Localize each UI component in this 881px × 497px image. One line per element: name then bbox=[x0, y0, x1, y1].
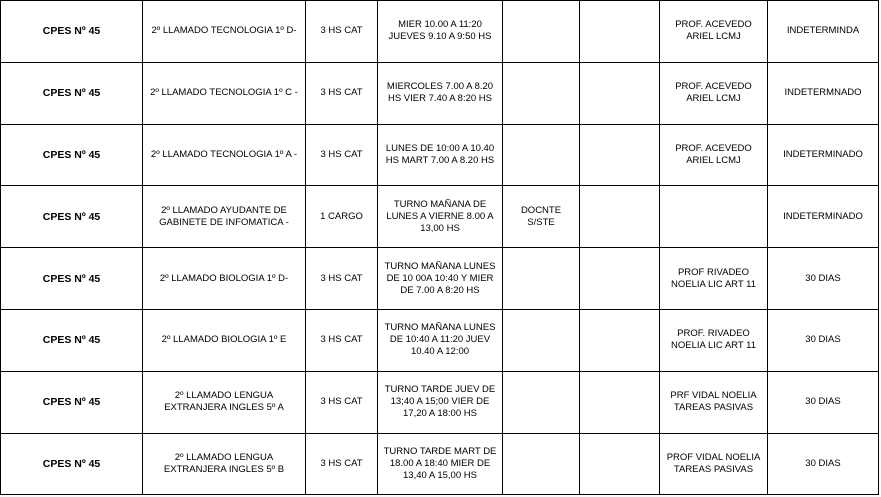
professor-cell: PROF. ACEVEDO ARIEL LCMJ bbox=[660, 1, 768, 63]
schedule-cell: MIERCOLES 7.00 A 8.20 HS VIER 7.40 A 8:20 HS bbox=[378, 62, 503, 124]
schedule-cell: TURNO MAÑANA LUNES DE 10:40 A 11:20 JUEV 10.40 A 12:00 bbox=[378, 309, 503, 371]
extra-cell bbox=[503, 433, 580, 495]
professor-cell: PROF. RIVADEO NOELIA LIC ART 11 bbox=[660, 309, 768, 371]
school-cell: CPES Nº 45 bbox=[1, 62, 143, 124]
school-cell: CPES Nº 45 bbox=[1, 433, 143, 495]
duration-cell: INDETERMINADO bbox=[768, 124, 879, 186]
hours-cell: 1 CARGO bbox=[306, 186, 378, 248]
professor-cell: PROF. ACEVEDO ARIEL LCMJ bbox=[660, 124, 768, 186]
empty-cell bbox=[580, 124, 660, 186]
professor-cell: PROF RIVADEO NOELIA LIC ART 11 bbox=[660, 248, 768, 310]
professor-cell: PROF VIDAL NOELIA TAREAS PASIVAS bbox=[660, 433, 768, 495]
schedule-cell: TURNO TARDE MART DE 18.00 A 18:40 MIER DE 13,40 A 15,00 HS bbox=[378, 433, 503, 495]
llamado-cell: 2º LLAMADO LENGUA EXTRANJERA INGLES 5º B bbox=[143, 433, 306, 495]
hours-cell: 3 HS CAT bbox=[306, 371, 378, 433]
schedule-cell: MIER 10.00 A 11:20 JUEVES 9.10 A 9:50 HS bbox=[378, 1, 503, 63]
llamado-cell: 2º LLAMADO TECNOLOGIA 1º D- bbox=[143, 1, 306, 63]
extra-cell bbox=[503, 62, 580, 124]
empty-cell bbox=[580, 371, 660, 433]
empty-cell bbox=[580, 433, 660, 495]
table-row bbox=[1, 62, 879, 124]
llamado-cell: 2º LLAMADO AYUDANTE DE GABINETE DE INFOMATICA - bbox=[143, 186, 306, 248]
empty-cell bbox=[580, 62, 660, 124]
hours-cell: 3 HS CAT bbox=[306, 248, 378, 310]
table-row bbox=[1, 309, 879, 371]
llamado-cell: 2º LLAMADO TECNOLOGIA 1º A - bbox=[143, 124, 306, 186]
professor-cell: PRF VIDAL NOELIA TAREAS PASIVAS bbox=[660, 371, 768, 433]
llamado-cell: 2º LLAMADO LENGUA EXTRANJERA INGLES 5º A bbox=[143, 371, 306, 433]
school-cell: CPES Nº 45 bbox=[1, 309, 143, 371]
llamado-cell: 2º LLAMADO BIOLOGIA 1º E bbox=[143, 309, 306, 371]
extra-cell bbox=[503, 124, 580, 186]
schedule-cell: TURNO MAÑANA DE LUNES A VIERNE 8.00 A 13,00 HS bbox=[378, 186, 503, 248]
table-row bbox=[1, 433, 879, 495]
extra-cell bbox=[503, 248, 580, 310]
llamado-cell: 2º LLAMADO TECNOLOGIA 1º C - bbox=[143, 62, 306, 124]
duration-cell: 30 DIAS bbox=[768, 371, 879, 433]
table-row bbox=[1, 248, 879, 310]
extra-cell: DOCNTE S/STE bbox=[503, 186, 580, 248]
empty-cell bbox=[580, 248, 660, 310]
hours-cell: 3 HS CAT bbox=[306, 433, 378, 495]
duration-cell: 30 DIAS bbox=[768, 433, 879, 495]
professor-cell bbox=[660, 186, 768, 248]
schedule-cell: LUNES DE 10:00 A 10.40 HS MART 7.00 A 8.20 HS bbox=[378, 124, 503, 186]
duration-cell: INDETERMINADO bbox=[768, 186, 879, 248]
extra-cell bbox=[503, 371, 580, 433]
table-row bbox=[1, 371, 879, 433]
table-row bbox=[1, 186, 879, 248]
school-cell: CPES Nº 45 bbox=[1, 186, 143, 248]
duration-cell: INDETERMINDA bbox=[768, 1, 879, 63]
school-cell: CPES Nº 45 bbox=[1, 248, 143, 310]
llamado-cell: 2º LLAMADO BIOLOGIA 1º D- bbox=[143, 248, 306, 310]
hours-cell: 3 HS CAT bbox=[306, 309, 378, 371]
duration-cell: 30 DIAS bbox=[768, 309, 879, 371]
school-cell: CPES Nº 45 bbox=[1, 371, 143, 433]
hours-cell: 3 HS CAT bbox=[306, 62, 378, 124]
empty-cell bbox=[580, 309, 660, 371]
school-cell: CPES Nº 45 bbox=[1, 1, 143, 63]
empty-cell bbox=[580, 1, 660, 63]
schedule-cell: TURNO MAÑANA LUNES DE 10 00A 10:40 Y MIER DE 7.00 A 8:20 HS bbox=[378, 248, 503, 310]
extra-cell bbox=[503, 309, 580, 371]
table-row bbox=[1, 124, 879, 186]
extra-cell bbox=[503, 1, 580, 63]
hours-cell: 3 HS CAT bbox=[306, 124, 378, 186]
schedule-cell: TURNO TARDE JUEV DE 13;40 A 15;00 VIER DE 17,20 A 18:00 HS bbox=[378, 371, 503, 433]
table-row bbox=[1, 1, 879, 63]
professor-cell: PROF. ACEVEDO ARIEL LCMJ bbox=[660, 62, 768, 124]
empty-cell bbox=[580, 186, 660, 248]
duration-cell: 30 DIAS bbox=[768, 248, 879, 310]
hours-cell: 3 HS CAT bbox=[306, 1, 378, 63]
school-cell: CPES Nº 45 bbox=[1, 124, 143, 186]
duration-cell: INDETERMNADO bbox=[768, 62, 879, 124]
